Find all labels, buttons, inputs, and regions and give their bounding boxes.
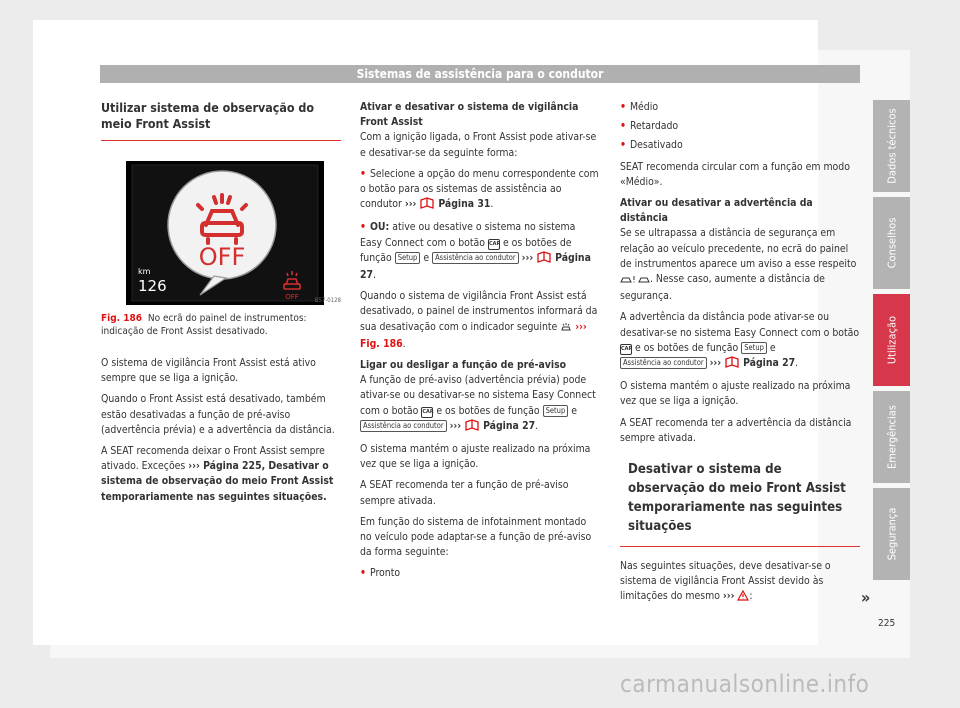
- paragraph: A função de pré-aviso (advertência prévia) pode ativar-se ou desativar-se no sistema Easy Connect com o botão CAR e os botões de função Setup e Assistência ao condutor ››› Página 27.: [360, 373, 600, 436]
- tab-dados-tecnicos[interactable]: Dados técnicos: [873, 100, 910, 192]
- assist-button: Assistência ao condutor: [620, 357, 707, 369]
- book-icon: [724, 356, 740, 373]
- paragraph: Em função do sistema de infotainment montado no veículo pode adaptar-se a função de pré-aviso da forma seguinte:: [360, 515, 592, 559]
- section-header: Sistemas de assistência para o condutor: [100, 65, 860, 83]
- page-link[interactable]: Página 27: [743, 357, 796, 370]
- section-heading: Desativar o sistema de observação do meio Front Assist temporariamente nas seguintes situações: [620, 460, 860, 547]
- setup-button: Setup: [741, 342, 767, 354]
- subheading: Ligar ou desligar a função de pré-aviso: [360, 359, 567, 372]
- subheading: Ativar e desativar o sistema de vigilância Front Assist: [360, 101, 579, 129]
- paragraph: A advertência da distância pode ativar-se ou desativar-se no sistema Easy Connect com o botão CAR e os botões de função Setup e Assistência ao condutor ››› Página 27.: [620, 310, 860, 373]
- bullet-item: • Médio: [620, 101, 659, 113]
- figure-caption: [101, 312, 341, 338]
- figure-186: [101, 153, 341, 306]
- distance-warning-icon: [620, 274, 650, 289]
- bullet-dot: •: [360, 567, 366, 580]
- tab-utilizacao[interactable]: Utilização: [873, 294, 910, 386]
- paragraph: O sistema de vigilância Front Assist está ativo sempre que se liga a ignição.: [101, 357, 316, 385]
- tab-seguranca[interactable]: Segurança: [873, 488, 910, 580]
- km-value: 126: [138, 277, 167, 295]
- off-label: OFF: [198, 243, 246, 271]
- paragraph: A SEAT recomenda ter a função de pré-aviso sempre ativada.: [360, 479, 569, 507]
- bullet-dot: •: [620, 101, 626, 113]
- front-assist-off-illustration: [126, 161, 324, 305]
- paragraph: O sistema mantém o ajuste realizado na próxima vez que se liga a ignição.: [360, 443, 591, 471]
- small-off-label: OFF: [285, 293, 299, 301]
- car-button-icon: CAR: [620, 344, 632, 355]
- paragraph: Nas seguintes situações, deve desativar-se o sistema de vigilância Front Assist devido às limitações do mesmo ››› :: [620, 559, 860, 607]
- section-heading: Utilizar sistema de observação do meio Front Assist: [101, 100, 341, 141]
- figure-link[interactable]: ››› Fig. 186: [360, 320, 587, 350]
- bullet-item: • Desativado: [620, 139, 683, 152]
- bullet-item: • OU: ative ou desative o sistema no sistema Easy Connect com o botão CAR e os botões de função Setup e Assistência ao condutor ››› Página 27.: [360, 221, 591, 282]
- paragraph: A SEAT recomenda ter a advertência da distância sempre ativada.: [620, 416, 852, 444]
- bullet-item: • Selecione a opção do menu correspondente com o botão para os sistemas de assistência ao condutor ››› Página 31.: [360, 167, 600, 215]
- paragraph: SEAT recomenda circular com a função em modo «Médio».: [620, 160, 850, 188]
- paragraph: O sistema mantém o ajuste realizado na próxima vez que se liga a ignição.: [620, 380, 851, 408]
- bullet-dot: •: [360, 167, 366, 180]
- caption-text: No ecrã do painel de instrumentos: indicação de Front Assist desativado.: [101, 313, 307, 337]
- bullet-dot: •: [620, 120, 626, 133]
- column-3: [620, 100, 860, 613]
- assist-button: Assistência ao condutor: [432, 252, 519, 264]
- cross-reference-link[interactable]: ››› Página 225, Desativar o sistema de observação do meio Front Assist temporariamente nas seguintes situações.: [101, 460, 334, 503]
- caption-fig-number: Fig. 186: [101, 313, 142, 324]
- continue-marker: »: [861, 588, 871, 607]
- page-link[interactable]: Página 27: [360, 251, 591, 282]
- paragraph: A SEAT recomenda deixar o Front Assist sempre ativado. Exceções ››› Página 225, Desativar o sistema de observação do meio Front Assist temporariamente nas seguintes situações.: [101, 445, 334, 503]
- tab-emergencias[interactable]: Emergências: [873, 391, 910, 483]
- watermark: carmanualsonline.info: [620, 670, 870, 698]
- car-button-icon: CAR: [421, 407, 433, 418]
- page-number: 225: [878, 618, 896, 629]
- setup-button: Setup: [395, 252, 421, 264]
- paragraph: Quando o sistema de vigilância Front Assist está desativado, o painel de instrumentos informará da sua desativação com o indicador seguinte ››› Fig. 186.: [360, 290, 598, 350]
- tab-conselhos[interactable]: Conselhos: [873, 197, 910, 289]
- bullet-dot: •: [360, 221, 366, 234]
- bullet-item: • Retardado: [620, 120, 679, 133]
- subheading: Ativar ou desativar a advertência da distância: [620, 197, 813, 225]
- book-icon: [536, 251, 552, 268]
- km-unit: km: [138, 267, 151, 276]
- assist-button: Assistência ao condutor: [360, 420, 447, 432]
- page-link[interactable]: Página 27: [483, 419, 536, 432]
- bullet-dot: •: [620, 139, 626, 152]
- book-icon: [419, 197, 435, 214]
- bullet-item: • Pronto: [360, 567, 401, 580]
- paragraph: Quando o Front Assist está desativado, também estão desativadas a função de pré-aviso (advertência prévia) e a advertência da distância.: [101, 393, 335, 436]
- figure-id: B57-0128: [314, 296, 341, 304]
- column-1: [101, 100, 341, 511]
- car-button-icon: CAR: [488, 239, 500, 250]
- front-assist-indicator-icon: [560, 322, 572, 337]
- book-icon: [464, 419, 480, 436]
- instrument-screen: [126, 161, 324, 305]
- paragraph: Com a ignição ligada, o Front Assist pode ativar-se e desativar-se da seguinte forma:: [360, 131, 597, 159]
- column-2: [360, 100, 600, 588]
- warning-triangle-icon: [737, 590, 749, 606]
- paragraph: Se se ultrapassa a distância de segurança em relação ao veículo precedente, no ecrã do painel de instrumentos aparece um aviso a esse respeito . Nesse caso, aumente a distância de segurança.: [620, 227, 857, 303]
- page-link[interactable]: Página 31: [438, 198, 491, 211]
- setup-button: Setup: [543, 405, 569, 417]
